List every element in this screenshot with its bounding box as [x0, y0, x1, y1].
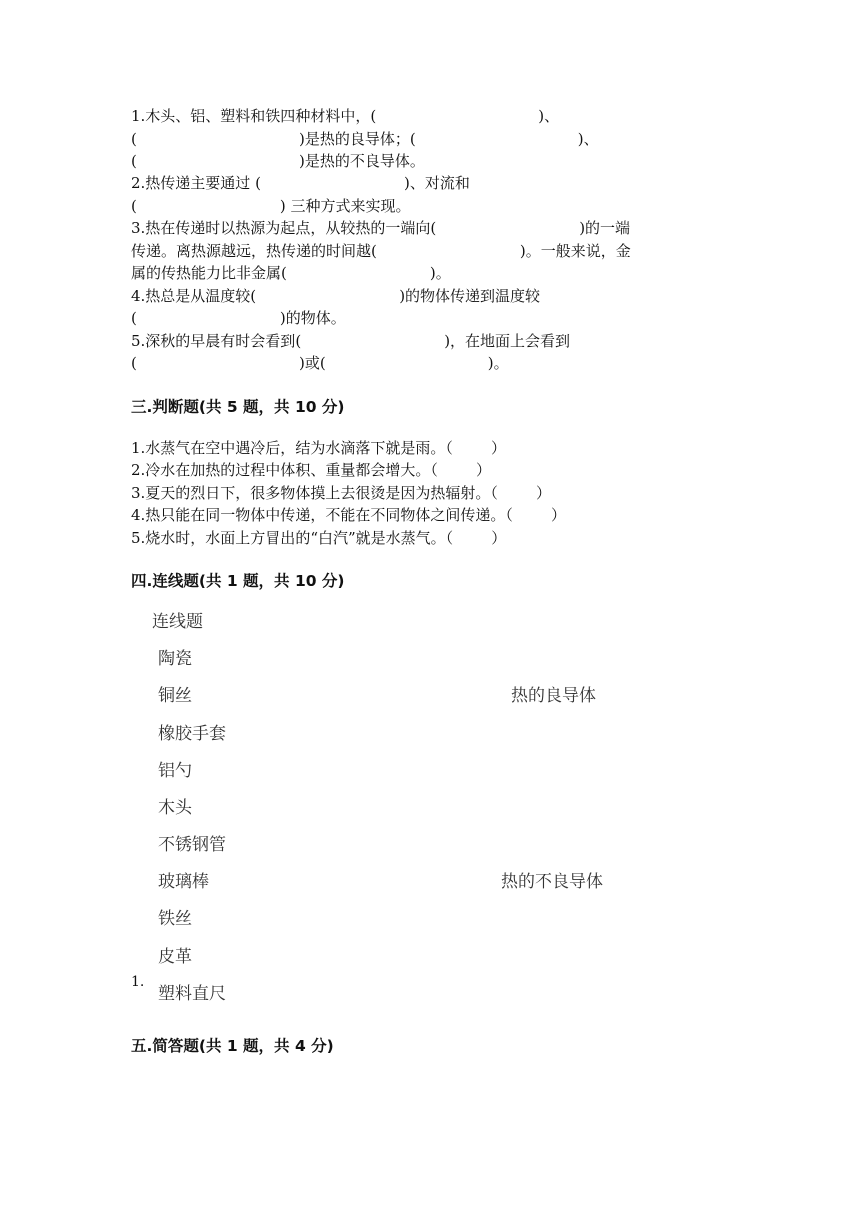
matching-left-item: 铜丝: [158, 686, 192, 706]
fill-in-line-4: 2.热传递主要通过 ( )、对流和: [131, 174, 470, 192]
judge-item-5: 5.烧水时，水面上方冒出的“白汽”就是水蒸气。（ ）: [131, 529, 507, 547]
fill-in-line-3: ( )是热的不良导体。: [131, 152, 425, 170]
fill-in-line-11: 5.深秋的早晨有时会看到( )，在地面上会看到: [131, 332, 571, 350]
matching-left-item: 铁丝: [158, 909, 192, 929]
fill-in-line-12: ( )或( )。: [131, 354, 509, 372]
matching-left-item: 不锈钢管: [158, 835, 226, 855]
matching-left-item: 玻璃棒: [158, 872, 209, 892]
judge-item-1: 1.水蒸气在空中遇冷后，结为水滴落下就是雨。（ ）: [131, 439, 506, 457]
judge-item-2: 2.冷水在加热的过程中体积、重量都会增大。（ ）: [131, 461, 491, 479]
matching-heading: 连线题: [152, 612, 203, 632]
fill-in-line-9: 4.热总是从温度较( )的物体传递到温度较: [131, 287, 541, 305]
matching-right-item: 热的良导体: [511, 686, 596, 706]
section-3-title: 三.判断题(共 5 题，共 10 分): [131, 398, 345, 416]
judge-item-3: 3.夏天的烈日下，很多物体摸上去很烫是因为热辐射。（ ）: [131, 484, 551, 502]
matching-left-item: 皮革: [158, 947, 192, 967]
fill-in-line-1: 1.木头、铝、塑料和铁四种材料中，( )、: [131, 107, 560, 125]
section-5-title: 五.简答题(共 1 题，共 4 分): [131, 1037, 334, 1055]
fill-in-line-10: ( )的物体。: [131, 309, 346, 327]
matching-left-item: 木头: [158, 798, 192, 818]
question-number: 1.: [131, 974, 145, 990]
fill-in-line-2: ( )是热的良导体；( )、: [131, 130, 599, 148]
section-4-title: 四.连线题(共 1 题，共 10 分): [131, 572, 345, 590]
fill-in-line-6: 3.热在传递时以热源为起点，从较热的一端向( )的一端: [131, 219, 631, 237]
matching-left-item: 塑料直尺: [158, 984, 226, 1004]
fill-in-line-8: 属的传热能力比非金属( )。: [131, 264, 451, 282]
judge-item-4: 4.热只能在同一物体中传递，不能在不同物体之间传递。（ ）: [131, 506, 566, 524]
fill-in-line-7: 传递。离热源越远，热传递的时间越( )。一般来说，金: [131, 242, 631, 260]
matching-left-item: 铝勺: [158, 761, 192, 781]
matching-left-item: 橡胶手套: [158, 724, 226, 744]
fill-in-line-5: ( ) 三种方式来实现。: [131, 197, 411, 215]
matching-image: [140, 604, 660, 1014]
matching-right-item: 热的不良导体: [501, 872, 603, 892]
matching-left-item: 陶瓷: [158, 649, 192, 669]
